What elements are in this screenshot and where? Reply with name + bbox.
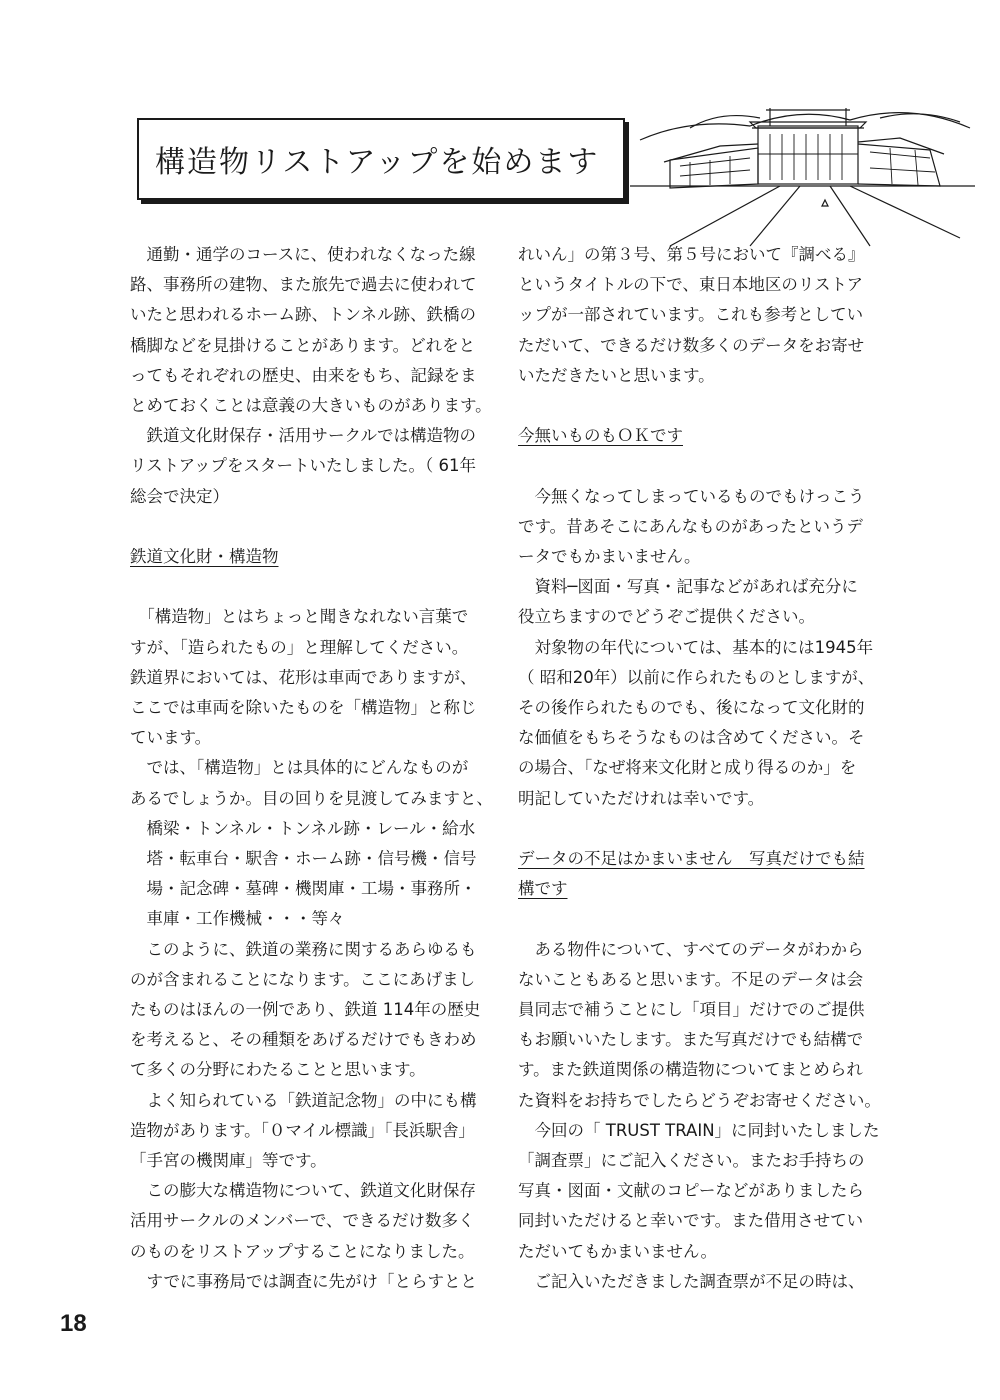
body-text-line: よく知られている「鉄道記念物」の中にも構 xyxy=(130,1090,477,1110)
section-heading: 今無いものもＯＫです xyxy=(518,426,683,446)
left-column xyxy=(130,240,493,1297)
body-text-line: ています。 xyxy=(130,728,212,748)
blank-line xyxy=(518,451,888,481)
body-text-line: 資料─図面・写真・記事などがあれば充分に xyxy=(518,577,858,597)
body-text-line: すでに事務局では調査に先がけ「とらすとと xyxy=(130,1271,477,1291)
body-text-line: 員同志で補うことにし「項目」だけでのご提供 xyxy=(518,1000,865,1020)
body-text-line: 車庫・工作機械・・・等々 xyxy=(130,909,345,929)
body-text-line: 鉄道文化財保存・活用サークルでは構造物の xyxy=(130,426,477,446)
body-text-line: 通勤・通学のコースに、使われなくなった線 xyxy=(130,245,476,264)
body-text-line: て多くの分野にわたることと思います。 xyxy=(130,1060,426,1080)
body-text-line: 塔・転車台・駅舎・ホーム跡・信号機・信号 xyxy=(130,849,477,869)
body-text-line: ただいて、できるだけ数多くのデータをお寄せ xyxy=(518,335,865,355)
body-text-line: 対象物の年代については、基本的には1945年 xyxy=(518,637,874,657)
body-text-line: れいん」の第３号、第５号において『調べる』 xyxy=(518,245,865,264)
body-text-line: す。また鉄道関係の構造物についてまとめられ xyxy=(518,1060,863,1080)
body-text-line: 「構造物」とはちょっと聞きなれない言葉で xyxy=(130,607,469,627)
body-text-line: その後作られたものでも、後になって文化財的 xyxy=(518,698,865,718)
body-text-line: ータでもかまいません。 xyxy=(518,547,701,566)
body-text-line: 路、事務所の建物、また旅先で過去に使われて xyxy=(130,275,477,295)
body-text-line: の場合、「なぜ将来文化財と成り得るのか」を xyxy=(518,758,857,778)
body-text-line: あるでしょうか。目の回りを見渡してみますと、 xyxy=(130,788,493,808)
body-text-line: を考えると、その種類をあげるだけでもきわめ xyxy=(130,1030,477,1050)
section-heading: 鉄道文化財・構造物 xyxy=(130,547,279,567)
body-text-line: 造物があります。「０マイル標識」「長浜駅舎」 xyxy=(130,1120,475,1140)
body-text-line: というタイトルの下で、東日本地区のリストア xyxy=(518,275,864,295)
body-text-line: ただいてもかまいません。 xyxy=(518,1241,717,1261)
body-text-line: です。昔あそこにあんなものがあったというデ xyxy=(518,516,864,536)
body-text-line: （ 昭和20年）以前に作られたものとしますが、 xyxy=(518,667,875,687)
page-number: 18 xyxy=(60,1310,87,1337)
section-heading: データの不足はかまいません 写真だけでも結 xyxy=(518,849,865,869)
blank-line xyxy=(518,904,888,934)
body-text-line: リストアップをスタートいたしました。（ 61年 xyxy=(130,456,477,476)
section-heading: 構です xyxy=(518,879,568,899)
body-text-line: 同封いただけると幸いです。また借用させてい xyxy=(518,1211,864,1231)
body-text-line: すが、「造られたもの」と理解してください。 xyxy=(130,637,469,657)
body-text-line: 橋脚などを見掛けることがあります。どれをと xyxy=(130,335,476,355)
body-text-line: ある物件について、すべてのデータがわから xyxy=(518,939,864,959)
body-text-line: のものをリストアップすることになりました。 xyxy=(130,1241,475,1261)
body-text-line: た資料をお持ちでしたらどうぞお寄せください。 xyxy=(518,1090,881,1110)
body-text-line: ップが一部されています。これも参考としてい xyxy=(518,305,864,325)
blank-line xyxy=(130,512,490,542)
body-text-line: な価値をもちそうなものは含めてください。そ xyxy=(518,728,865,748)
right-column xyxy=(518,240,888,1297)
blank-line xyxy=(518,814,888,844)
station-building-illustration xyxy=(630,88,975,248)
body-text-line: 活用サークルのメンバーで、できるだけ数多く xyxy=(130,1211,475,1231)
body-text-line: ご記入いただきました調査票が不足の時は、 xyxy=(518,1271,865,1291)
blank-line xyxy=(518,391,888,421)
body-text-line: もお願いいたします。また写真だけでも結構で xyxy=(518,1030,864,1050)
body-text-line: この膨大な構造物について、鉄道文化財保存 xyxy=(130,1181,476,1201)
body-text-line: このように、鉄道の業務に関するあらゆるも xyxy=(130,939,477,959)
blank-line xyxy=(130,572,490,602)
body-text-line: 役立ちますのでどうぞご提供ください。 xyxy=(518,607,815,627)
body-text-line: 鉄道界においては、花形は車両でありますが、 xyxy=(130,667,477,687)
body-text-line: ないこともあると思います。不足のデータは会 xyxy=(518,969,864,989)
title-box xyxy=(137,118,625,200)
body-text-line: 総会で決定） xyxy=(130,486,229,506)
body-text-line: 写真・図面・文献のコピーなどがありましたら xyxy=(518,1181,864,1201)
body-text-line: 今無くなってしまっているものでもけっこう xyxy=(518,486,865,506)
body-text-line: 今回の「 TRUST TRAIN」に同封いたしました xyxy=(518,1120,880,1140)
body-text-line: たものはほんの一例であり、鉄道 114年の歴史 xyxy=(130,1000,481,1020)
body-text-line: 明記していただけれは幸いです。 xyxy=(518,788,765,808)
body-text-line: いただきたいと思います。 xyxy=(518,365,715,385)
body-text-line: とめておくことは意義の大きいものがあります。 xyxy=(130,396,492,416)
body-text-line: のが含まれることになります。ここにあげまし xyxy=(130,969,476,989)
body-text-line: 「手宮の機関庫」等です。 xyxy=(130,1151,327,1171)
body-text-line: ってもそれぞれの歴史、由来をもち、記録をま xyxy=(130,365,477,385)
body-text-line: では、「構造物」とは具体的にどんなものが xyxy=(130,758,469,778)
body-text-line: ここでは車両を除いたものを「構造物」と称じ xyxy=(130,698,477,718)
body-text-line: いたと思われるホーム跡、トンネル跡、鉄橋の xyxy=(130,305,477,325)
body-text-line: 「調査票」にご記入ください。またお手持ちの xyxy=(518,1151,865,1171)
body-text-line: 場・記念碑・墓碑・機関庫・工場・事務所・ xyxy=(130,879,477,899)
body-text-line: 橋梁・トンネル・トンネル跡・レール・給水 xyxy=(130,818,476,838)
page-title: 構造物リストアップを始めます xyxy=(155,145,600,180)
